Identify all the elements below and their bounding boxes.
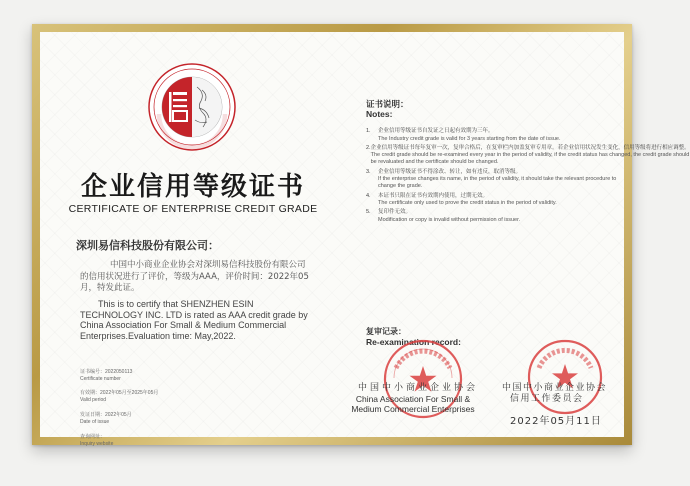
- certificate-paper: [40, 32, 690, 447]
- meta-inquiry-website: 查询网址： Inquiry website: [80, 434, 114, 447]
- certificate-title-en: CERTIFICATE OF ENTERPRISE CREDIT GRADE: [68, 203, 318, 215]
- certificate-title-cn: 企业信用等级证书: [80, 172, 305, 202]
- reexamination-heading-cn: 复审记录：: [366, 327, 406, 336]
- note-item: 1. 企业信用等级证书自发证之日起有效期为三年。 The Industry credit grade is valid for 3 years starting from the date of issue.: [366, 128, 561, 142]
- issue-date: 2022年05月11日: [510, 416, 602, 427]
- notes-heading-cn: 证书说明：: [366, 100, 409, 110]
- certificate-body-en: This is to certify that SHENZHEN ESIN TECHNOLOGY INC. LTD is rated as AAA credit grade by China Association For Small & Medium Commercial Enterprises.Evaluation time: May,2022.: [80, 299, 308, 341]
- meta-issue-date: 发证日期：2022年05月 Date of issue: [80, 412, 132, 425]
- certificate-body-cn: 中国中小商业企业协会对深圳易信科技股份有限公司的信用状况进行了评价，等级为AAA，评价时间：2022年05月，特发此证。: [80, 260, 309, 293]
- company-name: 深圳易信科技股份有限公司：: [76, 239, 219, 252]
- note-item: 4. 本证书只限在证书有效期内使用，过期无效。 The certificate only used to prove the credit status in the period of validity.: [366, 192, 557, 207]
- notes-heading-en: Notes:: [366, 109, 393, 119]
- certificate-frame: [32, 24, 690, 447]
- issuer-dept-cn-2: 信用工作委员会: [510, 394, 584, 404]
- notes-list: [366, 128, 690, 226]
- credit-emblem-icon: [147, 62, 237, 152]
- issuer-dept-cn-1: 中国中小商业企业协会: [502, 383, 608, 393]
- issuer-name-cn: 中国中小商业企业协会: [358, 383, 479, 393]
- committee-seal-icon: [526, 338, 604, 416]
- note-item: 3. 企业信用等级证书不得涂改、转让，如有违反，取消等级。 If the enterprise changes its name, in the period of validity, it should take the relevant procedure to change the grade.: [366, 168, 617, 190]
- note-item: 5. 复印件无效。 Modification or copy is invalid without permission of issuer.: [366, 209, 521, 223]
- meta-certificate-number: 证书编号：2022050113 Certificate number: [80, 369, 133, 382]
- issuer-name-en: China Association For Small & Medium Commercial Enterprises: [351, 394, 475, 414]
- note-item: 2. 企业信用等级证书每年复审一次，复审合格后，在复审栏内加盖复审专用章。若企业信用状况发生变化，信用等级将进行相应调整。 The credit grade should be re-examined every year in the period of validity, if the credit status has changed, the credit grade should be revaluated and the certificate should be changed.: [366, 144, 690, 166]
- reexamination-heading-en: Re-examination record:: [366, 337, 461, 347]
- meta-valid-period: 有效期：2022年05月至2025年05月 Valid period: [80, 390, 159, 403]
